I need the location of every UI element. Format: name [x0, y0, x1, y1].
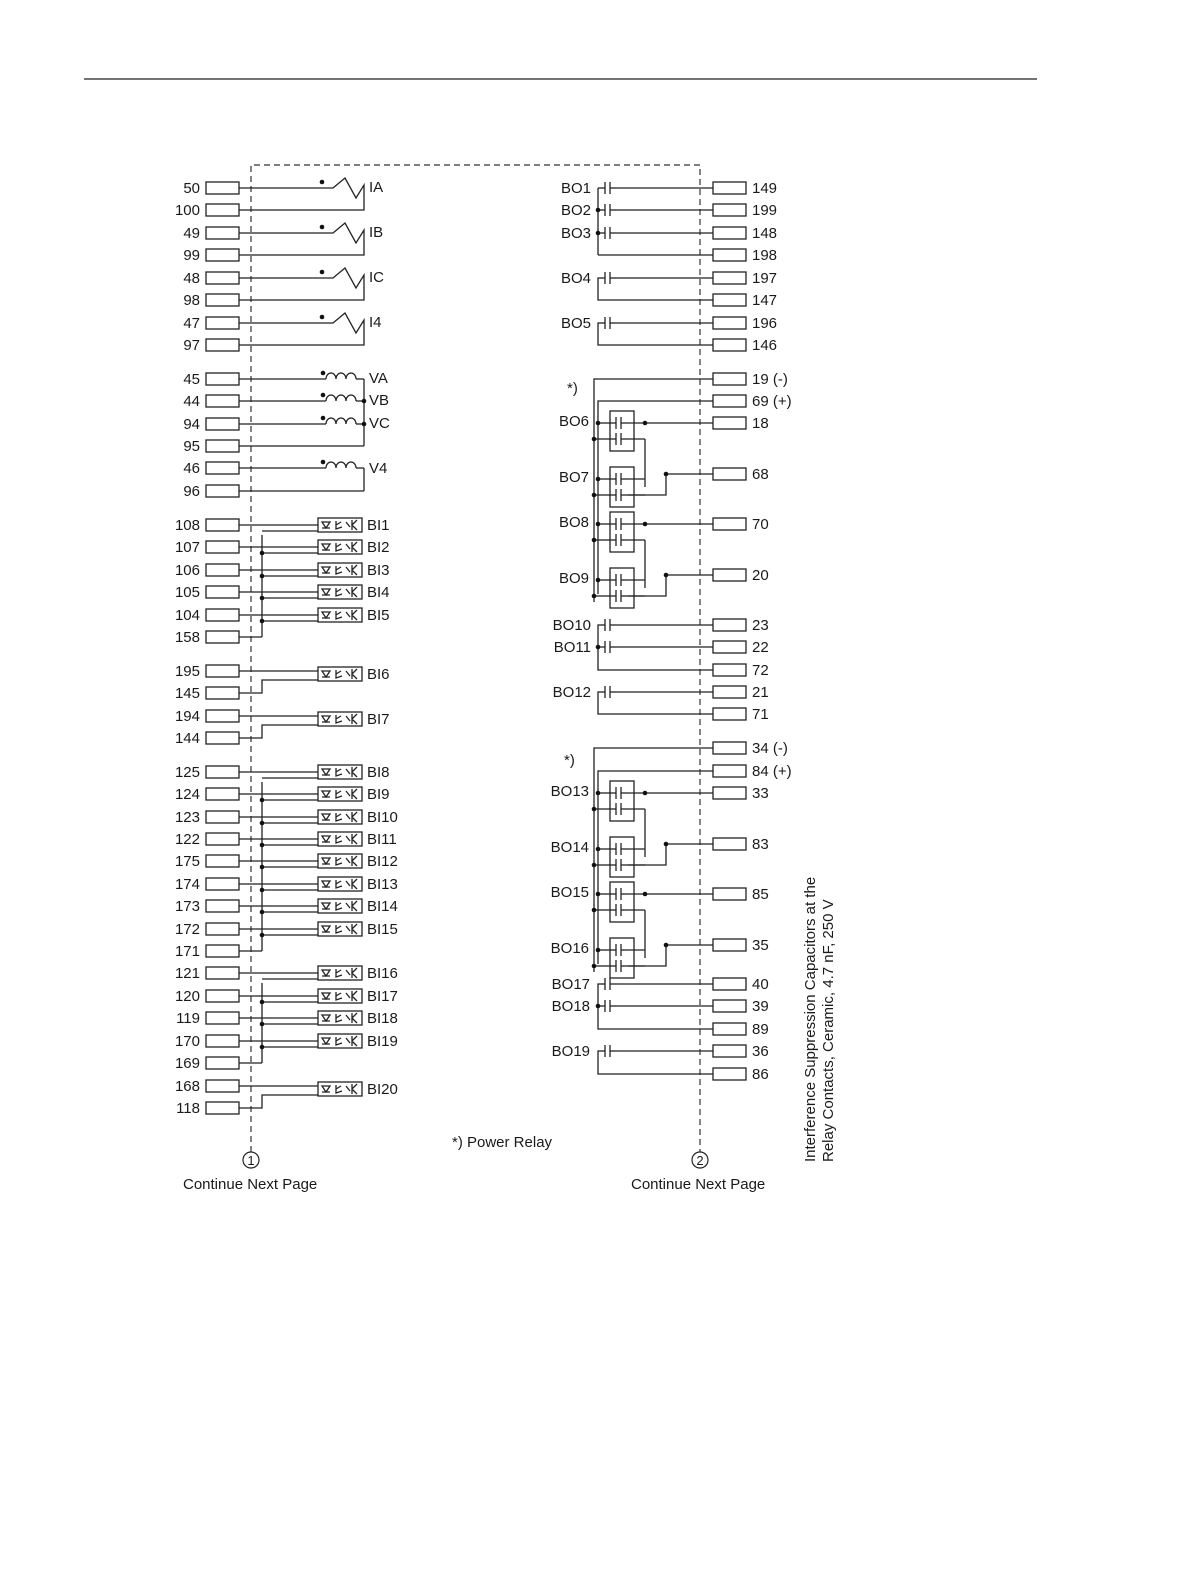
- left-terminal-label: 106: [174, 562, 200, 579]
- binary-output-label: BO1: [560, 180, 591, 197]
- binary-output-label: BO18: [551, 998, 590, 1015]
- right-terminal-label: 84 (+): [752, 763, 792, 780]
- right-terminal: [713, 838, 746, 850]
- power-relay-box: [610, 467, 634, 507]
- binary-output-label: BO8: [558, 514, 589, 531]
- junction-dot: [592, 538, 597, 543]
- right-terminal-label: 35: [752, 937, 769, 954]
- binary-output-label: BO19: [551, 1043, 590, 1060]
- junction-dot: [596, 208, 601, 213]
- binary-output-label: BO3: [560, 225, 591, 242]
- junction-dot: [664, 573, 669, 578]
- right-terminal-label: 85: [752, 886, 769, 903]
- right-terminal: [713, 1045, 746, 1057]
- right-terminal-label: 198: [752, 247, 778, 264]
- junction-dot: [260, 933, 265, 938]
- left-terminal-label: 173: [174, 898, 200, 915]
- left-terminal: [206, 967, 239, 979]
- housing-boundary: [251, 165, 700, 1152]
- left-terminal: [206, 833, 239, 845]
- binary-input-label: BI7: [367, 711, 390, 728]
- vt-coil: [326, 395, 356, 401]
- left-terminal: [206, 182, 239, 194]
- left-terminal-label: 104: [174, 607, 200, 624]
- left-terminal-label: 194: [174, 708, 200, 725]
- left-terminal-label: 124: [174, 786, 200, 803]
- ct-winding: [239, 223, 364, 255]
- left-terminal: [206, 564, 239, 576]
- junction-dot: [596, 948, 601, 953]
- binary-output-label: BO4: [560, 270, 591, 287]
- binary-output-label: BO15: [550, 884, 589, 901]
- power-relay-mark-1: *): [567, 380, 578, 397]
- bo4-return: [598, 278, 713, 300]
- right-terminal-label: 21: [752, 684, 769, 701]
- right-terminal: [713, 939, 746, 951]
- junction-dot: [260, 551, 265, 556]
- right-terminal-label: 147: [752, 292, 778, 309]
- left-terminal: [206, 395, 239, 407]
- left-terminal: [206, 732, 239, 744]
- right-terminal: [713, 518, 746, 530]
- right-terminal: [713, 765, 746, 777]
- left-terminal: [206, 990, 239, 1002]
- voltage-input-label: V4: [369, 460, 388, 477]
- left-terminal: [206, 788, 239, 800]
- left-terminal-label: 195: [174, 663, 200, 680]
- left-terminal-label: 123: [174, 809, 200, 826]
- left-terminal-label: 48: [183, 270, 200, 287]
- binary-input-label: BI13: [367, 876, 398, 893]
- right-terminal-label: 86: [752, 1066, 769, 1083]
- junction-dot: [596, 1004, 601, 1009]
- right-terminal: [713, 1068, 746, 1080]
- junction-dot: [643, 791, 648, 796]
- left-terminal: [206, 294, 239, 306]
- junction-dot: [643, 522, 648, 527]
- left-terminal: [206, 440, 239, 452]
- left-terminal: [206, 541, 239, 553]
- binary-input-label: BI8: [367, 764, 390, 781]
- right-terminal: [713, 664, 746, 676]
- binary-output-label: BO7: [558, 469, 589, 486]
- right-terminal: [713, 227, 746, 239]
- binary-output-label: BO17: [551, 976, 590, 993]
- binary-input-label: BI16: [367, 965, 398, 982]
- junction-dot: [592, 964, 597, 969]
- left-terminal-label: 95: [183, 438, 200, 455]
- right-terminal-label: 22: [752, 639, 769, 656]
- right-terminal-label: 70: [752, 516, 769, 533]
- left-terminal: [206, 811, 239, 823]
- junction-dot: [260, 596, 265, 601]
- left-terminal-label: 121: [174, 965, 200, 982]
- left-terminal: [206, 339, 239, 351]
- binary-input-label: BI9: [367, 786, 390, 803]
- left-terminal: [206, 204, 239, 216]
- left-terminal: [206, 418, 239, 430]
- left-terminal: [206, 878, 239, 890]
- left-terminal-label: 144: [174, 730, 200, 747]
- connector-2-label: 2: [696, 1153, 704, 1168]
- left-terminal-label: 170: [174, 1033, 200, 1050]
- right-terminal-label: 199: [752, 202, 778, 219]
- junction-dot: [643, 892, 648, 897]
- junction-dot: [260, 1000, 265, 1005]
- junction-dot: [592, 493, 597, 498]
- junction-dot: [260, 910, 265, 915]
- current-input-label: IC: [369, 269, 384, 286]
- left-terminal: [206, 766, 239, 778]
- left-terminal: [206, 1057, 239, 1069]
- left-terminal-label: 118: [176, 1100, 200, 1117]
- current-input-label: IA: [369, 179, 384, 196]
- left-terminal-label: 174: [174, 876, 200, 893]
- left-terminal-label: 45: [183, 371, 200, 388]
- suppression-note-line-1: Interference Suppression Capacitors at the: [802, 876, 819, 1162]
- right-terminal: [713, 417, 746, 429]
- junction-dot: [320, 225, 325, 230]
- binary-input-label: BI1: [367, 517, 390, 534]
- right-terminal: [713, 888, 746, 900]
- bo12-return: [598, 692, 713, 714]
- right-terminal-label: 36: [752, 1043, 769, 1060]
- right-terminal: [713, 787, 746, 799]
- junction-dot: [596, 231, 601, 236]
- continue-right-label: Continue Next Page: [631, 1176, 766, 1193]
- binary-output-label: BO13: [550, 783, 589, 800]
- right-terminal: [713, 339, 746, 351]
- junction-dot: [596, 791, 601, 796]
- junction-dot: [321, 393, 326, 398]
- right-terminal: [713, 1023, 746, 1035]
- continue-left-label: Continue Next Page: [183, 1176, 318, 1193]
- ct-winding: [239, 313, 364, 345]
- right-terminal: [713, 978, 746, 990]
- binary-input-label: BI10: [367, 809, 398, 826]
- current-input-label: IB: [369, 224, 384, 241]
- right-terminal-label: 40: [752, 976, 769, 993]
- binary-input-label: BI15: [367, 921, 398, 938]
- junction-dot: [260, 574, 265, 579]
- right-terminal: [713, 317, 746, 329]
- left-terminal-label: 105: [174, 584, 200, 601]
- right-terminal-label: 39: [752, 998, 769, 1015]
- voltage-input-label: VA: [369, 370, 388, 387]
- binary-input-label: BI4: [367, 584, 390, 601]
- binary-output-label: BO9: [558, 570, 589, 587]
- left-terminal-label: 99: [183, 247, 200, 264]
- left-terminal-label: 172: [174, 921, 200, 938]
- binary-input-label: BI11: [367, 831, 397, 848]
- right-terminal-label: 197: [752, 270, 778, 287]
- vt-coil: [326, 418, 356, 424]
- junction-dot: [596, 578, 601, 583]
- left-terminal: [206, 900, 239, 912]
- binary-input-label: BI18: [367, 1010, 398, 1027]
- left-terminal-label: 44: [183, 393, 200, 410]
- left-terminal: [206, 272, 239, 284]
- left-terminal: [206, 1102, 239, 1114]
- junction-dot: [664, 472, 669, 477]
- binary-input-label: BI14: [367, 898, 398, 915]
- bo19-return: [598, 1051, 713, 1074]
- left-terminal-label: 169: [174, 1055, 200, 1072]
- left-terminal-label: 120: [174, 988, 200, 1005]
- suppression-note-line-2: Relay Contacts, Ceramic, 4.7 nF, 250 V: [820, 899, 837, 1162]
- left-terminal: [206, 373, 239, 385]
- left-terminal: [206, 485, 239, 497]
- junction-dot: [596, 522, 601, 527]
- right-terminal: [713, 294, 746, 306]
- right-terminal: [713, 1000, 746, 1012]
- junction-dot: [320, 270, 325, 275]
- junction-dot: [592, 594, 597, 599]
- power-relay-box: [610, 568, 634, 608]
- left-terminal-label: 171: [174, 943, 200, 960]
- junction-dot: [260, 1022, 265, 1027]
- connector-2-marker: [692, 1152, 708, 1168]
- left-terminal-label: 145: [174, 685, 200, 702]
- right-terminal: [713, 742, 746, 754]
- junction-dot: [260, 619, 265, 624]
- left-terminal: [206, 1080, 239, 1092]
- left-terminal-label: 122: [174, 831, 200, 848]
- binary-input-label: BI3: [367, 562, 390, 579]
- junction-dot: [321, 460, 326, 465]
- power-relay-box: [610, 882, 634, 922]
- left-terminal-label: 50: [183, 180, 200, 197]
- right-terminal: [713, 468, 746, 480]
- right-terminal-label: 148: [752, 225, 778, 242]
- junction-dot: [664, 943, 669, 948]
- junction-dot: [592, 807, 597, 812]
- ct-winding: [239, 178, 364, 210]
- junction-dot: [596, 645, 601, 650]
- right-terminal-label: 18: [752, 415, 769, 432]
- junction-dot: [260, 888, 265, 893]
- right-terminal-label: 34 (-): [752, 740, 788, 757]
- junction-dot: [596, 892, 601, 897]
- left-terminal-label: 97: [183, 337, 200, 354]
- junction-dot: [260, 821, 265, 826]
- binary-input-label: BI6: [367, 666, 390, 683]
- left-terminal-label: 158: [174, 629, 200, 646]
- power-relay-box: [610, 411, 634, 451]
- left-terminal: [206, 687, 239, 699]
- right-terminal: [713, 249, 746, 261]
- left-terminal: [206, 227, 239, 239]
- right-terminal-label: 33: [752, 785, 769, 802]
- left-terminal-label: 119: [176, 1010, 200, 1027]
- right-terminal-label: 146: [752, 337, 778, 354]
- left-terminal-label: 125: [174, 764, 200, 781]
- junction-dot: [260, 843, 265, 848]
- left-terminal-label: 175: [174, 853, 200, 870]
- binary-input-label: BI12: [367, 853, 398, 870]
- left-terminal-label: 94: [183, 416, 200, 433]
- binary-output-label: BO5: [560, 315, 591, 332]
- connector-1-marker: [243, 1152, 259, 1168]
- binary-input-label: BI2: [367, 539, 390, 556]
- junction-dot: [260, 798, 265, 803]
- power-relay-box: [610, 781, 634, 821]
- left-terminal: [206, 710, 239, 722]
- binary-input-label: BI5: [367, 607, 390, 624]
- vt-coil: [326, 373, 356, 379]
- junction-dot: [362, 399, 367, 404]
- right-terminal: [713, 272, 746, 284]
- junction-dot: [260, 1045, 265, 1050]
- right-terminal-label: 20: [752, 567, 769, 584]
- left-terminal-label: 96: [183, 483, 200, 500]
- left-terminal: [206, 665, 239, 677]
- right-terminal: [713, 395, 746, 407]
- right-terminal: [713, 204, 746, 216]
- junction-dot: [592, 437, 597, 442]
- left-terminal-label: 46: [183, 460, 200, 477]
- junction-dot: [321, 371, 326, 376]
- right-terminal: [713, 708, 746, 720]
- right-terminal-label: 68: [752, 466, 769, 483]
- left-terminal: [206, 609, 239, 621]
- left-terminal: [206, 631, 239, 643]
- left-terminal: [206, 855, 239, 867]
- right-terminal-label: 19 (-): [752, 371, 788, 388]
- binary-output-label: BO11: [553, 639, 591, 656]
- vt-coil: [326, 462, 356, 468]
- left-terminal-label: 108: [174, 517, 200, 534]
- right-terminal: [713, 619, 746, 631]
- right-terminal: [713, 686, 746, 698]
- right-terminal: [713, 373, 746, 385]
- junction-dot: [664, 842, 669, 847]
- right-terminal-label: 23: [752, 617, 769, 634]
- left-terminal: [206, 586, 239, 598]
- left-terminal: [206, 249, 239, 261]
- binary-output-label: BO16: [550, 940, 589, 957]
- junction-dot: [362, 422, 367, 427]
- power-relay-box: [610, 837, 634, 877]
- binary-input-label: BI17: [367, 988, 398, 1005]
- junction-dot: [596, 847, 601, 852]
- junction-dot: [596, 477, 601, 482]
- left-terminal-label: 47: [183, 315, 200, 332]
- right-terminal-label: 196: [752, 315, 778, 332]
- right-terminal: [713, 182, 746, 194]
- left-terminal: [206, 317, 239, 329]
- left-terminal-label: 100: [174, 202, 200, 219]
- power-relay-box: [610, 512, 634, 552]
- junction-dot: [592, 908, 597, 913]
- power-relay-box: [610, 938, 634, 978]
- ct-winding: [239, 268, 364, 300]
- right-terminal: [713, 569, 746, 581]
- right-terminal-label: 72: [752, 662, 769, 679]
- right-terminal-label: 149: [752, 180, 778, 197]
- right-terminal-label: 71: [752, 706, 769, 723]
- voltage-input-label: VC: [369, 415, 390, 432]
- junction-dot: [260, 865, 265, 870]
- junction-dot: [592, 863, 597, 868]
- binary-output-label: BO6: [558, 413, 589, 430]
- right-terminal-label: 69 (+): [752, 393, 792, 410]
- current-input-label: I4: [369, 314, 382, 331]
- left-terminal: [206, 519, 239, 531]
- left-terminal: [206, 945, 239, 957]
- left-terminal: [206, 1012, 239, 1024]
- left-terminal: [206, 1035, 239, 1047]
- junction-dot: [596, 421, 601, 426]
- binary-output-label: BO10: [552, 617, 591, 634]
- connector-1-label: 1: [247, 1153, 255, 1168]
- binary-output-label: BO2: [560, 202, 591, 219]
- right-terminal-label: 89: [752, 1021, 769, 1038]
- junction-dot: [320, 180, 325, 185]
- binary-input-label: BI19: [367, 1033, 398, 1050]
- binary-output-label: BO12: [552, 684, 591, 701]
- junction-dot: [320, 315, 325, 320]
- power-relay-mark-2: *): [564, 752, 575, 769]
- right-terminal-label: 83: [752, 836, 769, 853]
- power-relay-footnote: *) Power Relay: [452, 1134, 553, 1151]
- left-terminal: [206, 923, 239, 935]
- binary-output-label: BO14: [550, 839, 589, 856]
- bo5-return: [598, 323, 713, 345]
- left-terminal: [206, 462, 239, 474]
- voltage-input-label: VB: [369, 392, 390, 409]
- left-terminal-label: 107: [174, 539, 200, 556]
- junction-dot: [321, 416, 326, 421]
- left-terminal-label: 49: [183, 225, 200, 242]
- left-terminal-label: 98: [183, 292, 200, 309]
- junction-dot: [643, 421, 648, 426]
- left-terminal-label: 168: [174, 1078, 200, 1095]
- right-terminal: [713, 641, 746, 653]
- binary-input-label: BI20: [367, 1081, 398, 1098]
